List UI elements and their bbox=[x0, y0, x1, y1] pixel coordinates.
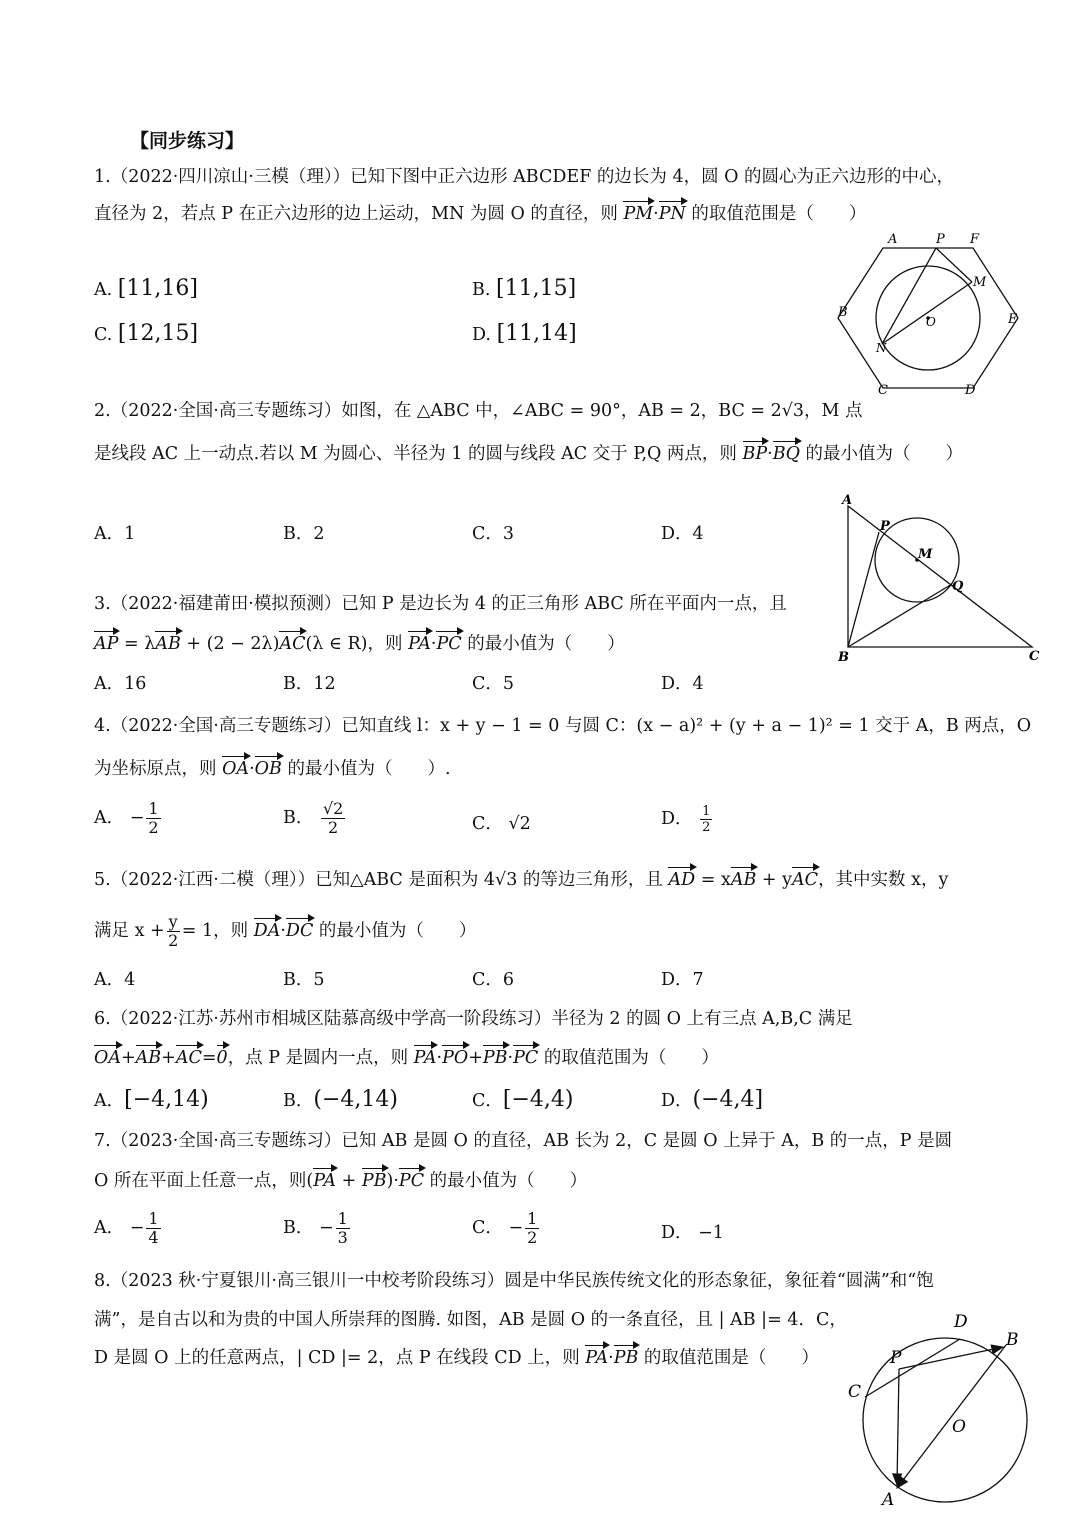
q1-option-c bbox=[94, 323, 198, 346]
q6-line2-d: ，点 P 是圆内一点，则 bbox=[227, 1048, 409, 1068]
q8-fig-label-p: P bbox=[890, 1348, 902, 1368]
q2-vec-bq: BQ bbox=[772, 444, 800, 464]
q5-option-b: B．5 bbox=[283, 970, 325, 990]
q2-vec-bp: BP bbox=[742, 444, 768, 464]
q4-line2-pre: 为坐标原点，则 bbox=[94, 759, 217, 779]
q3-vec-ac: AC bbox=[279, 634, 306, 654]
q6-line2-post: 的取值范围为（ ） bbox=[543, 1048, 719, 1068]
q4-option-a-label: A． bbox=[94, 808, 125, 828]
q3-vec-ab: AB bbox=[155, 634, 181, 654]
q7-option-b bbox=[283, 1210, 352, 1247]
q1-vec-pm: PM bbox=[623, 204, 654, 224]
q5-vec-da: DA bbox=[253, 921, 281, 941]
q1-option-b bbox=[472, 278, 576, 301]
q5-option-d: D．7 bbox=[661, 970, 704, 990]
q8-fig-label-a: A bbox=[882, 1490, 895, 1510]
q1-hexagon-figure bbox=[830, 228, 1030, 398]
q6-vec-pb: PB bbox=[482, 1048, 508, 1068]
q7-vec-pb: PB bbox=[361, 1171, 387, 1191]
q1-line1: 1.（2022·四川凉山·三模（理））已知下图中正六边形 ABCDEF 的边长为 4，圆 O 的圆心为正六边形的中心， bbox=[94, 167, 955, 187]
q1-fig-label-p: P bbox=[936, 232, 945, 247]
q6-option-d-value: (−4,4] bbox=[692, 1087, 764, 1112]
q7-option-d bbox=[661, 1222, 724, 1244]
q5-vec-ac: AC bbox=[792, 870, 819, 890]
q5-line1-pre: 5.（2022·江西·二模（理））已知△ABC 是面积为 4√3 的等边三角形，且 bbox=[94, 870, 663, 890]
q2-fig-label-m: M bbox=[918, 547, 933, 562]
q4-option-b bbox=[283, 800, 347, 837]
q2-option-a: A．1 bbox=[94, 524, 136, 544]
q6-option-c-label: C． bbox=[472, 1091, 503, 1111]
q1-fig-label-c: C bbox=[878, 383, 888, 398]
q1-fig-label-e: E bbox=[1008, 312, 1018, 327]
q4-option-d bbox=[661, 804, 714, 835]
q6-vec-pc: PC bbox=[513, 1048, 539, 1068]
q1-option-a bbox=[94, 278, 198, 301]
q5-line2-post: 的最小值为（ ） bbox=[318, 921, 477, 941]
q5-line1 bbox=[94, 869, 948, 891]
q7-option-c bbox=[472, 1210, 541, 1247]
q8-line3-post: 的取值范围是（ ） bbox=[643, 1348, 819, 1368]
q6-option-c-value: [−4,4) bbox=[502, 1087, 574, 1112]
q1-line2-post: 的取值范围是（ ） bbox=[691, 204, 867, 224]
q1-option-c-label: C. bbox=[94, 325, 113, 345]
q7-option-c-label: C． bbox=[472, 1218, 503, 1238]
q7-line2-post: 的最小值为（ ） bbox=[429, 1171, 588, 1191]
q2-line2-post: 的最小值为（ ） bbox=[805, 444, 964, 464]
q7-option-c-sign: − bbox=[508, 1218, 524, 1238]
q1-option-d bbox=[472, 323, 577, 346]
q4-option-d-label: D． bbox=[661, 809, 693, 829]
q7-option-b-fraction: $\frac{1}{3}$ bbox=[337, 1209, 348, 1247]
q8-fig-label-d: D bbox=[954, 1312, 968, 1332]
q1-line2-pre: 直径为 2，若点 P 在正六边形的边上运动，MN 为圆 O 的直径，则 bbox=[94, 204, 618, 224]
q3-line2-b: + (2 − 2λ) bbox=[186, 634, 280, 654]
q6-line2-a: + bbox=[121, 1048, 136, 1068]
q7-option-a-label: A． bbox=[94, 1218, 125, 1238]
q6-option-d-label: D． bbox=[661, 1091, 693, 1111]
q6-line2: OA+AB+AC=0，点 P 是圆内一点，则 PA·PO+PB·PC 的取值范围为（ ） bbox=[94, 1048, 719, 1068]
q3-option-c: C．5 bbox=[472, 674, 515, 694]
q7-option-c-fraction: $\frac{1}{2}$ bbox=[527, 1209, 538, 1247]
q3-line1: 3.（2022·福建莆田·模拟预测）已知 P 是边长为 4 的正三角形 ABC 所在平面内一点，且 bbox=[94, 594, 787, 614]
q6-option-b bbox=[283, 1089, 398, 1112]
q1-fig-label-f: F bbox=[970, 232, 980, 247]
q8-vec-pa: PA bbox=[585, 1348, 609, 1368]
q1-fig-label-b: B bbox=[838, 305, 848, 320]
q5-line1-mid1: = x bbox=[700, 870, 731, 890]
q5-fraction: $\frac{y}{2}$ bbox=[168, 912, 179, 950]
q3-vec-ap: AP bbox=[94, 634, 119, 654]
q3-vec-pc: PC bbox=[436, 634, 462, 654]
q2-option-b: B．2 bbox=[283, 524, 325, 544]
q1-option-a-value: [11,16] bbox=[117, 276, 198, 301]
q4-option-c bbox=[472, 813, 531, 835]
section-title: 【同步练习】 bbox=[130, 130, 245, 152]
q7-option-b-sign: − bbox=[318, 1218, 334, 1238]
q1-option-b-value: [11,15] bbox=[496, 276, 577, 301]
q1-fig-label-m: M bbox=[973, 275, 987, 290]
q6-option-c bbox=[472, 1089, 573, 1112]
q3-vec-pa: PA bbox=[408, 634, 431, 654]
q8-line3-pre: D 是圆 O 上的任意两点，| CD |= 2，点 P 在线段 CD 上，则 bbox=[94, 1348, 580, 1368]
q6-vec-oa: OA bbox=[94, 1048, 121, 1068]
q4-vec-ob: OB bbox=[254, 759, 282, 779]
q6-option-a-label: A． bbox=[94, 1091, 125, 1111]
q7-line2-pre: O 所在平面上任意一点，则( bbox=[94, 1171, 314, 1191]
q8-fig-label-o: O bbox=[952, 1417, 966, 1437]
q3-line2-c: (λ ∈ R)，则 bbox=[305, 634, 403, 654]
q1-fig-label-n: N bbox=[876, 341, 887, 355]
q7-option-b-label: B． bbox=[283, 1218, 314, 1238]
q2-fig-label-c: C bbox=[1029, 649, 1040, 664]
q5-vec-ab: AB bbox=[730, 870, 757, 890]
q6-line1: 6.（2022·江苏·苏州市相城区陆慕高级中学高一阶段练习）半径为 2 的圆 O 上有三点 A,B,C 满足 bbox=[94, 1009, 853, 1029]
q5-line2-mid: = 1，则 bbox=[181, 921, 249, 941]
q2-option-c: C．3 bbox=[472, 524, 515, 544]
q6-vec-zero: 0 bbox=[216, 1048, 228, 1068]
q8-line2: 满”，是自古以和为贵的中国人所崇拜的图腾. 如图，AB 是圆 O 的一条直径，且 | AB |= 4．C， bbox=[94, 1310, 847, 1330]
q1-fig-label-a: A bbox=[888, 232, 898, 247]
q4-option-c-label: C． bbox=[472, 814, 503, 834]
q2-fig-label-q: Q bbox=[952, 579, 964, 594]
q6-option-a-value: [−4,14) bbox=[124, 1087, 209, 1112]
q2-line2: 是线段 AC 上一动点.若以 M 为圆心、半径为 1 的圆与线段 AC 交于 P,Q 两点，则 BP·BQ 的最小值为（ ） bbox=[94, 444, 964, 464]
q3-line2: AP = λAB + (2 − 2λ)AC(λ ∈ R)，则 PA·PC 的最小值为（ ） bbox=[94, 634, 625, 654]
q5-vec-ad: AD bbox=[668, 870, 696, 890]
q7-vec-pa: PA bbox=[313, 1171, 337, 1191]
q4-option-b-fraction: $\frac{√2}{2}$ bbox=[322, 799, 344, 837]
q3-option-a: A．16 bbox=[94, 674, 147, 694]
q4-line2-post: 的最小值为（ ）. bbox=[287, 759, 451, 779]
q5-option-a: A．4 bbox=[94, 970, 136, 990]
q3-line2-post: 的最小值为（ ） bbox=[467, 634, 625, 654]
q5-option-c: C．6 bbox=[472, 970, 515, 990]
q7-option-a-fraction: $\frac{1}{4}$ bbox=[148, 1209, 159, 1247]
q1-option-a-label: A. bbox=[94, 280, 113, 300]
q7-line2-mid2: )· bbox=[386, 1171, 399, 1191]
q6-option-a bbox=[94, 1089, 209, 1112]
q5-line2-pre: 满足 x + bbox=[94, 921, 165, 941]
q1-vec-pn: PN bbox=[658, 204, 686, 224]
q1-fig-label-o: O bbox=[926, 315, 936, 329]
q5-vec-dc: DC bbox=[285, 921, 314, 941]
q7-line2 bbox=[94, 1170, 587, 1192]
q6-line2-b: + bbox=[161, 1048, 176, 1068]
q4-line2: 为坐标原点，则 OA·OB 的最小值为（ ）. bbox=[94, 759, 451, 779]
q4-option-a-fraction: $\frac{1}{2}$ bbox=[148, 799, 159, 837]
q4-option-a-sign: − bbox=[129, 808, 145, 828]
q4-option-d-fraction: $\frac{1}{2}$ bbox=[702, 804, 711, 835]
q7-vec-pc: PC bbox=[398, 1171, 425, 1191]
q1-line2: 直径为 2，若点 P 在正六边形的边上运动，MN 为圆 O 的直径，则 PM·PN 的取值范围是（ ） bbox=[94, 204, 867, 224]
q6-vec-po: PO bbox=[442, 1048, 469, 1068]
q3-line2-a: = λ bbox=[124, 634, 156, 654]
q8-vec-pb: PB bbox=[613, 1348, 639, 1368]
q6-option-b-value: (−4,14) bbox=[313, 1087, 398, 1112]
q4-option-a bbox=[94, 800, 163, 837]
q6-vec-pa: PA bbox=[413, 1048, 437, 1068]
q2-triangle-figure bbox=[832, 492, 1047, 667]
q5-line1-mid2: + y bbox=[761, 870, 793, 890]
q6-line2-c: = bbox=[201, 1048, 217, 1068]
q8-fig-label-c: C bbox=[848, 1382, 862, 1402]
q2-line2-pre: 是线段 AC 上一动点.若以 M 为圆心、半径为 1 的圆与线段 AC 交于 P,Q 两点，则 bbox=[94, 444, 737, 464]
q7-line2-mid: + bbox=[341, 1171, 357, 1191]
q1-option-b-label: B. bbox=[472, 280, 491, 300]
q2-fig-label-p: P bbox=[880, 519, 890, 534]
q6-option-b-label: B． bbox=[283, 1091, 314, 1111]
q4-option-c-value: √2 bbox=[508, 814, 531, 834]
q1-fig-label-d: D bbox=[965, 383, 976, 398]
q2-option-d: D．4 bbox=[661, 524, 704, 544]
q1-option-d-label: D. bbox=[472, 325, 491, 345]
q6-vec-ac: AC bbox=[175, 1048, 202, 1068]
q8-line1: 8.（2023 秋·宁夏银川·高三银川一中校考阶段练习）圆是中华民族传统文化的形态象征，象征着“圆满”和“饱 bbox=[94, 1271, 934, 1291]
q3-option-d: D．4 bbox=[661, 674, 704, 694]
q4-option-b-label: B． bbox=[283, 808, 314, 828]
q4-vec-oa: OA bbox=[222, 759, 250, 779]
q7-option-a bbox=[94, 1210, 163, 1247]
q3-option-b: B．12 bbox=[283, 674, 336, 694]
q8-circle-figure bbox=[840, 1305, 1040, 1525]
q1-option-c-value: [12,15] bbox=[117, 321, 199, 346]
q2-fig-label-b: B bbox=[838, 650, 849, 665]
q7-option-a-sign: − bbox=[129, 1218, 145, 1238]
q2-line1: 2.（2022·全国·高三专题练习）如图，在 △ABC 中，∠ABC = 90°，AB = 2，BC = 2√3，M 点 bbox=[94, 401, 863, 421]
q8-fig-label-b: B bbox=[1006, 1330, 1019, 1350]
q5-line2: 满足 x + $\frac{y}{2}$ = 1，则 DA·DC 的最小值为（ ） bbox=[94, 912, 477, 950]
q6-option-d bbox=[661, 1089, 763, 1112]
q2-fig-label-a: A bbox=[842, 493, 853, 508]
q5-line1-post: ，其中实数 x，y bbox=[818, 870, 949, 890]
q7-option-d-value: −1 bbox=[698, 1223, 724, 1243]
q7-option-d-label: D． bbox=[661, 1223, 693, 1243]
q7-line1: 7.（2023·全国·高三专题练习）已知 AB 是圆 O 的直径，AB 长为 2，C 是圆 O 上异于 A，B 的一点，P 是圆 bbox=[94, 1131, 953, 1151]
q4-line1: 4.（2022·全国·高三专题练习）已知直线 l：x + y − 1 = 0 与圆 C：(x − a)² + (y + a − 1)² = 1 交于 A，B 两点，O bbox=[94, 716, 1032, 736]
q6-vec-ab: AB bbox=[135, 1048, 162, 1068]
q8-line3: D 是圆 O 上的任意两点，| CD |= 2，点 P 在线段 CD 上，则 PA·PB 的取值范围是（ ） bbox=[94, 1348, 819, 1368]
q1-option-d-value: [11,14] bbox=[496, 321, 577, 346]
